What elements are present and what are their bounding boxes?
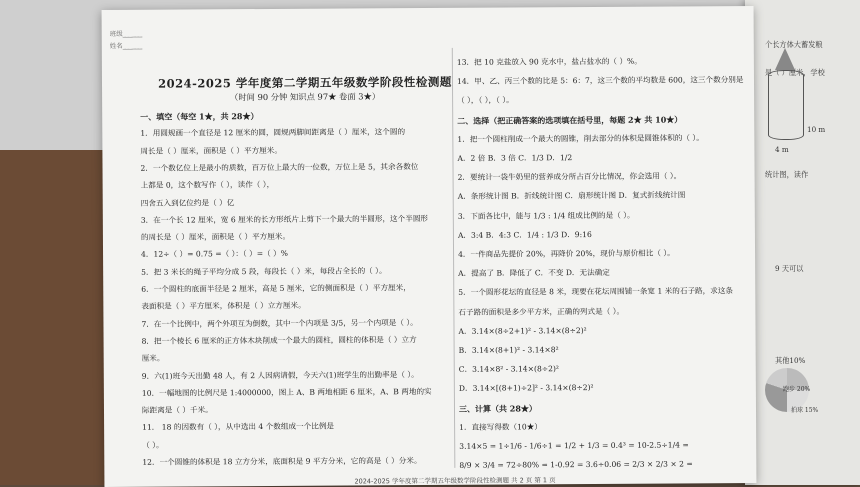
question-line: D．3.14×[(8+1)÷2]² - 3.14×(8÷2)² bbox=[458, 383, 594, 394]
pie-label: 跑步 20% bbox=[783, 386, 811, 393]
section-heading: 二、选择（把正确答案的选项填在括号里，每题 2★ 共 10★） bbox=[457, 114, 683, 126]
question-line: A．2 倍 B．3 倍 C．1/3 D．1/2 bbox=[457, 153, 573, 163]
question-line: 的周长是（ ）厘米，面积是（ ）平方厘米。 bbox=[140, 231, 291, 242]
exam-sheet bbox=[102, 6, 757, 487]
question-line: 8/9 × 3/4 = 72÷80% = 1-0.92 = 3.6÷0.06 = 2/3 × 2/3 × 2 = bbox=[459, 459, 693, 471]
question-line: 石子路的面积是多少平方米，正确的列式是（ ）。 bbox=[458, 306, 625, 317]
question-line: 13．把 10 克盐放入 90 克水中，盐占盐水的（ ）%。 bbox=[456, 56, 642, 67]
question-line: 厘米。 bbox=[141, 353, 165, 363]
question-line: 表面积是（ ）平方厘米，体积是（ ）立方厘米。 bbox=[141, 301, 306, 312]
section-heading: 三、计算（共 28★） bbox=[458, 402, 537, 414]
dimension-label: 4 m bbox=[775, 145, 789, 154]
question-line: A．提高了 B．降低了 C．不变 D．无法确定 bbox=[458, 268, 610, 279]
question-line: A．3.14×(8÷2+1)² - 3.14×(8÷2)² bbox=[458, 325, 587, 336]
question-line: 2．一个数亿位上是最小的质数，百万位上最大的一位数，万位上是 5，其余各数位 bbox=[140, 161, 419, 173]
question-line: 际距离是（ ）千米。 bbox=[141, 405, 213, 415]
question-line: 7．在一个比例中，两个外项互为倒数，其中一个内项是 3/5，另一个内项是（ ）。 bbox=[141, 317, 418, 329]
question-line: 1．直接写得数（10★） bbox=[459, 422, 542, 432]
question-line: 9．六(1)班今天出勤 48 人，有 2 人因病请假，今天六(1)班学生的出勤率是（ ）。 bbox=[141, 369, 419, 381]
question-line: 14．甲、乙、丙三个数的比是 5：6：7，这三个数的平均数是 600，这三个数分别是 bbox=[456, 75, 744, 87]
question-line: 4．一件商品先提价 20%，再降价 20%，现价与原价相比（ ）。 bbox=[458, 248, 675, 259]
question-line: 3.14×5 = 1÷1/6 - 1/6÷1 = 1/2 + 1/3 = 0.4³ = 10-2.5÷1/4 = bbox=[459, 440, 689, 451]
exam-title: 2024-2025 学年度第二学期五年级数学阶段性检测题 bbox=[158, 74, 452, 91]
question-line: （ ），（ ），（ ）。 bbox=[457, 95, 514, 106]
question-line: 10．一幅地图的比例尺是 1:4000000，图上 A、B 两地相距 6 厘米，A、B 两地的实 bbox=[141, 386, 432, 398]
question-line: 1．把一个圆柱削成一个最大的圆锥，削去部分的体积是圆锥体积的（ ）。 bbox=[457, 133, 704, 144]
exam-subtitle: （时间 90 分钟 知识点 97★ 卷面 3★） bbox=[230, 91, 381, 103]
back-page-line: 统计图，读作 bbox=[765, 170, 809, 179]
page-footer: 2024-2025 学年度第二学期五年级数学阶段性检测题 共 2 页 第 1 页 bbox=[354, 476, 556, 486]
stamp-line: 班级______ bbox=[109, 29, 143, 38]
question-line: 周长是（ ）厘米，面积是（ ）平方厘米。 bbox=[140, 145, 282, 156]
name-stamp bbox=[110, 28, 158, 52]
question-line: 4．12÷（ ）= 0.75 =（ ）：（ ）=（ ）% bbox=[141, 249, 288, 260]
section-heading: 一、填空（每空 1★，共 28★） bbox=[140, 111, 259, 122]
question-line: 6．一个圆柱的底面半径是 2 厘米，高是 5 厘米，它的侧面积是（ ）平方厘米， bbox=[141, 283, 411, 294]
question-line: 8．把一个棱长 6 厘米的正方体木块削成一个最大的圆柱，圆柱的体积是（ ）立方 bbox=[141, 334, 417, 346]
question-line: C．3.14×8² - 3.14×(8÷2)² bbox=[458, 364, 559, 375]
cylinder-figure bbox=[768, 70, 804, 140]
question-line: B．3.14×(8+1)² - 3.14×8² bbox=[458, 345, 559, 355]
stamp-line: 姓名______ bbox=[109, 41, 143, 50]
dimension-label: 10 m bbox=[807, 125, 826, 134]
question-line: A．3:4 B．4:3 C．1/4 : 1/3 D．9:16 bbox=[457, 229, 592, 240]
question-line: 3．下面各比中，能与 1/3 : 1/4 组成比例的是（ ）。 bbox=[457, 210, 635, 221]
back-page-line: 个长方体大蓄发粮 bbox=[765, 40, 823, 49]
back-page bbox=[745, 0, 860, 485]
back-page-line: 是（ ）厘米，学校 bbox=[765, 68, 825, 77]
question-line: 11． 18 的因数有（ ），从中选出 4 个数组成一个比例是 bbox=[142, 421, 335, 433]
question-line: 5．一个圆形花坛的直径是 8 米，现要在花坛周围铺一条宽 1 米的石子路，求这条 bbox=[458, 286, 734, 298]
question-line: （ ）。 bbox=[142, 440, 164, 450]
question-line: 四舍五入到亿位约是（ ）亿 bbox=[140, 197, 235, 208]
question-line: 2．要统计一袋牛奶里的营养成分所占百分比情况，你会选用（ ）。 bbox=[457, 171, 682, 183]
question-line: 3．在一个长 12 厘米，宽 6 厘米的长方形纸片上剪下一个最大的半圆形，这个半圆形 bbox=[140, 213, 429, 225]
cone-figure bbox=[775, 48, 795, 70]
question-line: 1．用圆规画一个直径是 12 厘米的圆，圆规两脚间距离是（ ）厘米，这个圆的 bbox=[140, 127, 406, 139]
question-line: 12．一个圆锥的体积是 18 立方分米，底面积是 9 平方分米，它的高是（ ）分米。 bbox=[142, 456, 422, 467]
question-line: A．条形统计图 B．折线统计图 C．扇形统计图 D．复式折线统计图 bbox=[457, 190, 686, 202]
pie-label: 其他10% bbox=[775, 356, 806, 365]
back-page-line: 9 天可以 bbox=[775, 264, 804, 273]
question-line: 5．把 3 米长的绳子平均分成 5 段，每段长（ ）米，每段占全长的（ ）。 bbox=[141, 265, 387, 277]
pie-label: 拍球 15% bbox=[791, 407, 819, 414]
desk-surface bbox=[0, 150, 110, 485]
question-line: 上都是 0，这个数写作（ ），读作（ ）， bbox=[140, 180, 275, 190]
column-divider bbox=[452, 48, 456, 468]
